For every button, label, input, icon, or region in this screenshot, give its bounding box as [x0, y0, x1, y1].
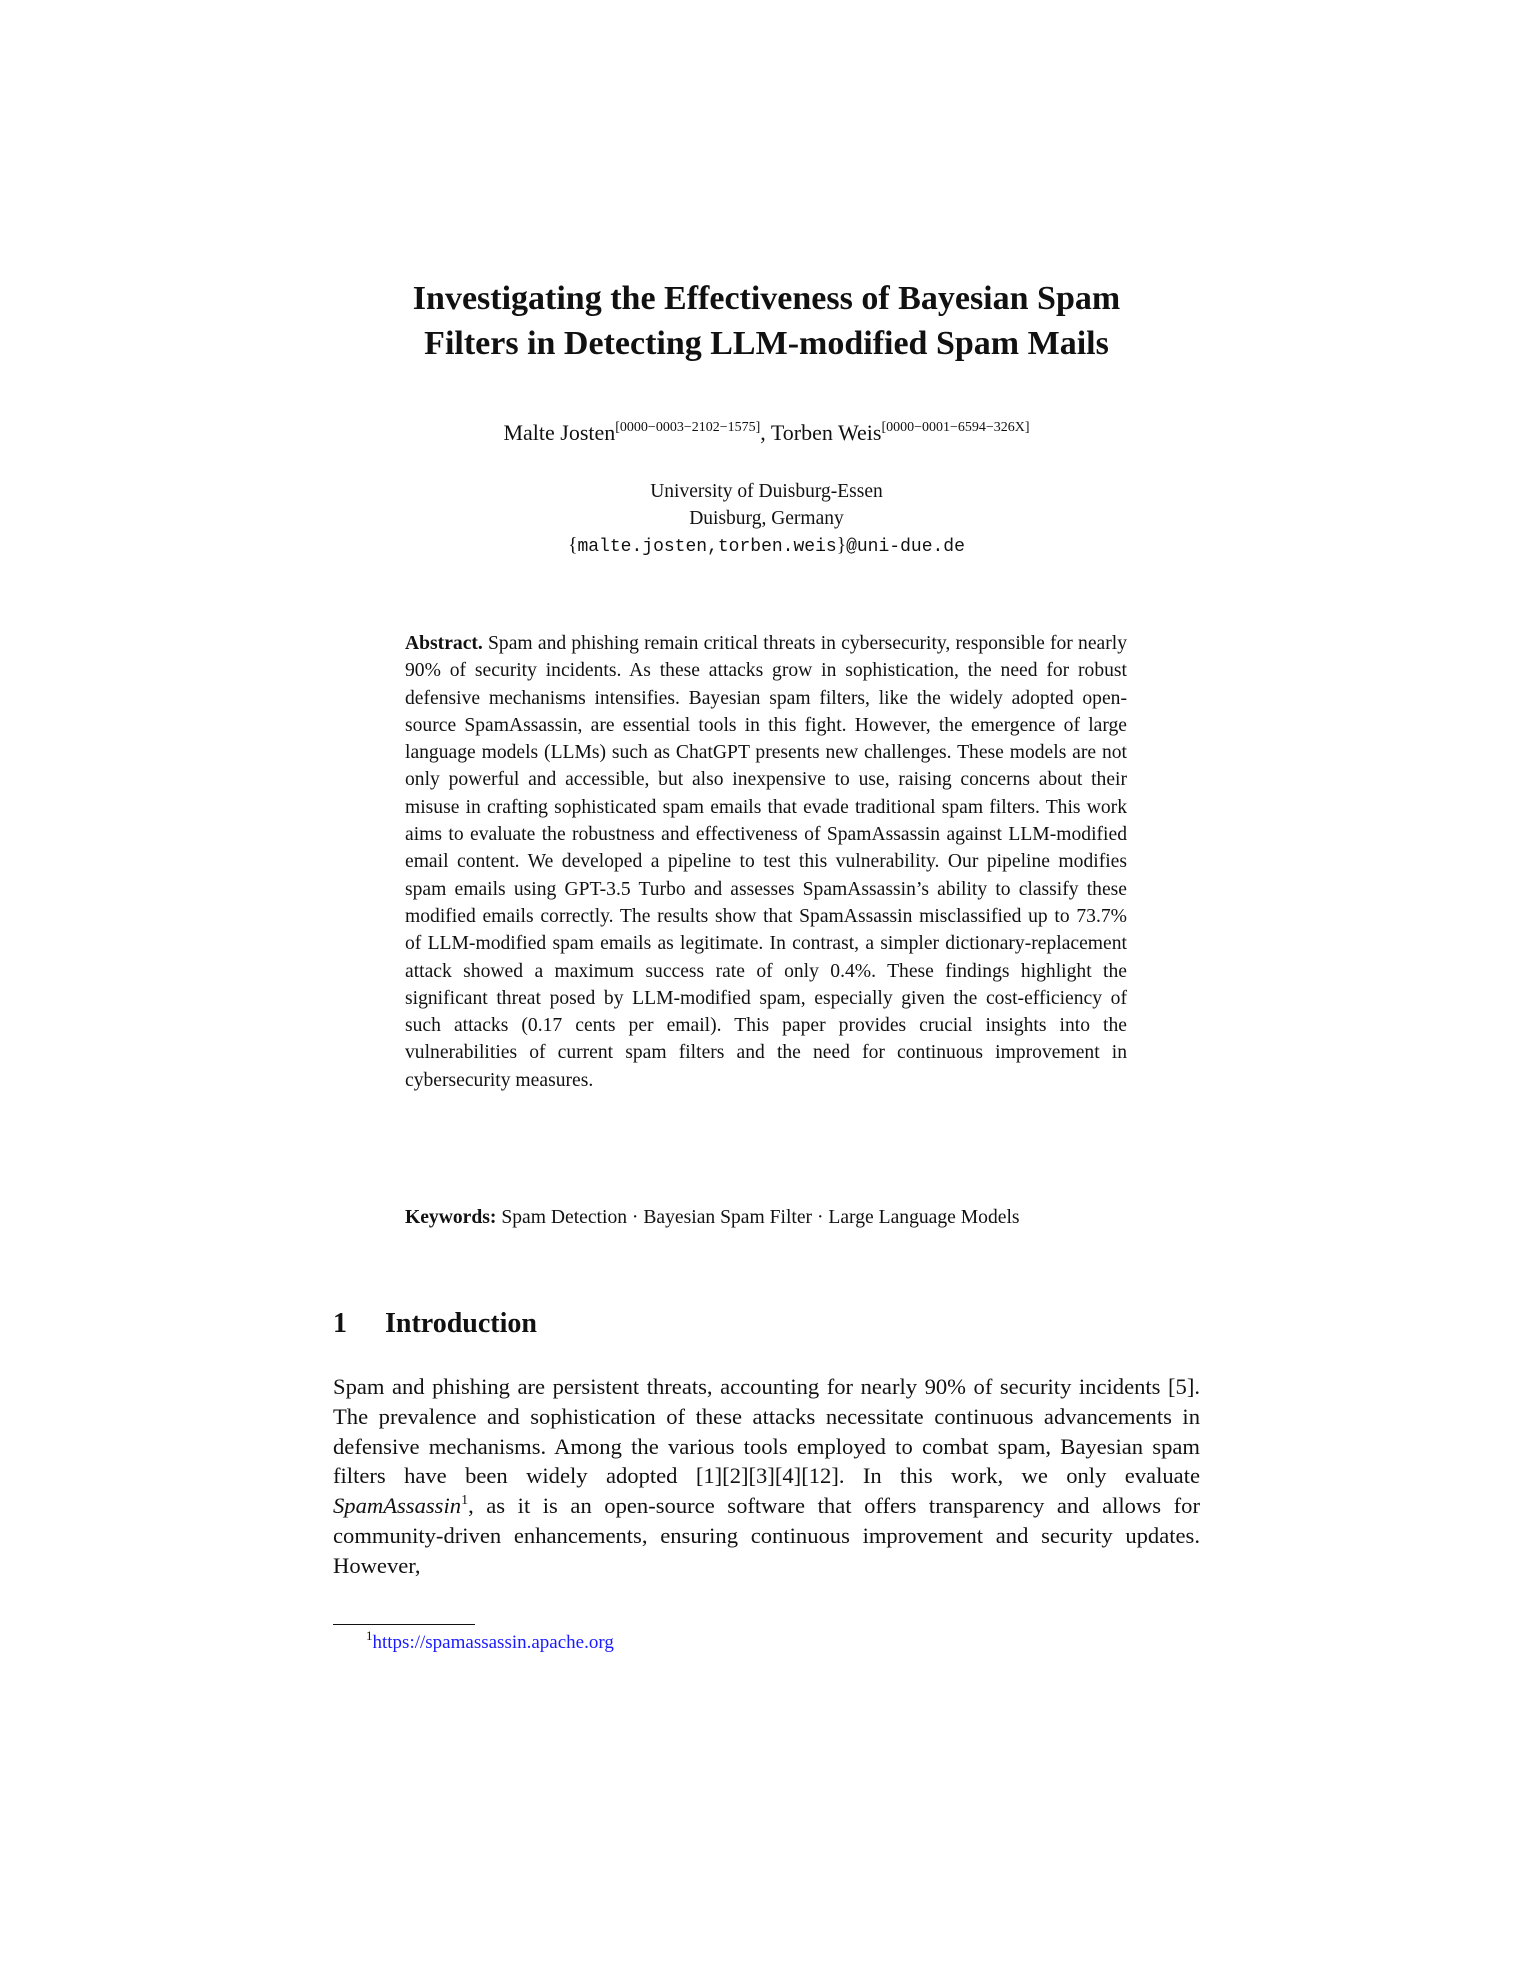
section-title: Introduction [385, 1308, 537, 1339]
email-brace-open: { [568, 535, 578, 556]
author-name-2: Torben Weis [770, 420, 882, 445]
keywords-label: Keywords: [405, 1207, 497, 1228]
affiliation-location: Duisburg, Germany [689, 508, 844, 529]
intro-emphasis-spamassassin: SpamAssassin [333, 1493, 462, 1519]
intro-text-part-1: Spam and phishing are persistent threats, accounting for nearly 90% of security incidents [5]. The prevalence and sophistication of these attacks necessitate continuous advancements in defensive mechanisms. Among the various tools employed to combat spam, Bayesian spam filters have been widely adopted [1][2][3][4][12]. In this work, we only evaluate [333, 1374, 1200, 1489]
footnote-rule [333, 1624, 475, 1625]
intro-footnote-mark: 1 [461, 1493, 469, 1509]
affiliation-email [300, 532, 1233, 561]
intro-text-part-2: , as it is an open-source software that offers transparency and allows for community-driven enhancements, ensuring continuous improvement and security updates. However, [333, 1493, 1200, 1578]
email-brace-close: } [836, 535, 847, 556]
footnote-mark: 1 [366, 1628, 373, 1643]
footnote [366, 1630, 1066, 1656]
author-orcid-2: [0000−0001−6594−326X] [881, 420, 1030, 435]
author-orcid-1: [0000−0003−2102−1575] [615, 420, 761, 435]
affiliation-university: University of Duisburg-Essen [650, 481, 883, 502]
affiliation [300, 478, 1233, 561]
section-number: 1 [333, 1308, 347, 1339]
keywords [405, 1204, 1127, 1231]
abstract-label: Abstract. [405, 633, 483, 654]
footnote-link[interactable]: https://spamassassin.apache.org [372, 1632, 614, 1653]
paper-title [300, 276, 1233, 366]
introduction-paragraph [333, 1372, 1200, 1581]
section-heading-introduction [333, 1306, 1200, 1342]
keywords-text: Spam Detection · Bayesian Spam Filter · Large Language Models [501, 1207, 1020, 1228]
author-list [300, 418, 1233, 448]
abstract [405, 630, 1127, 1094]
title-line-1: Investigating the Effectiveness of Bayesian Spam [412, 280, 1121, 317]
abstract-text: Spam and phishing remain critical threats in cybersecurity, responsible for nearly 90% of security incidents. As these attacks grow in sophistication, the need for robust defensive mechanisms intensifies. Bayesian spam filters, like the widely adopted open-source SpamAssassin, are essential tools in this fight. However, the emergence of large language models (LLMs) such as ChatGPT presents new challenges. These models are not only powerful and accessible, but also inexpensive to use, raising concerns about their misuse in crafting sophisticated spam emails that evade traditional spam filters. This work aims to evaluate the robustness and effectiveness of SpamAssassin against LLM-modified email content. We developed a pipeline to test this vulnerability. Our pipeline modifies spam emails using GPT-3.5 Turbo and assesses SpamAssassin’s ability to classify these modified emails correctly. The results show that SpamAssassin misclassified up to 73.7% of LLM-modified spam emails as legitimate. In contrast, a simpler dictionary-replacement attack showed a maximum success rate of only 0.4%. These findings highlight the significant threat posed by LLM-modified spam, especially given the cost-efficiency of such attacks (0.17 cents per email). This paper provides crucial insights into the vulnerabilities of current spam filters and the need for continuous improvement in cybersecurity measures. [405, 633, 1127, 1091]
email-domain: @uni-due.de [846, 537, 965, 557]
author-separator: , [760, 420, 771, 445]
title-line-2: Filters in Detecting LLM-modified Spam Mails [424, 325, 1109, 362]
email-users: malte.josten,torben.weis [577, 537, 837, 557]
author-name-1: Malte Josten [503, 420, 616, 445]
